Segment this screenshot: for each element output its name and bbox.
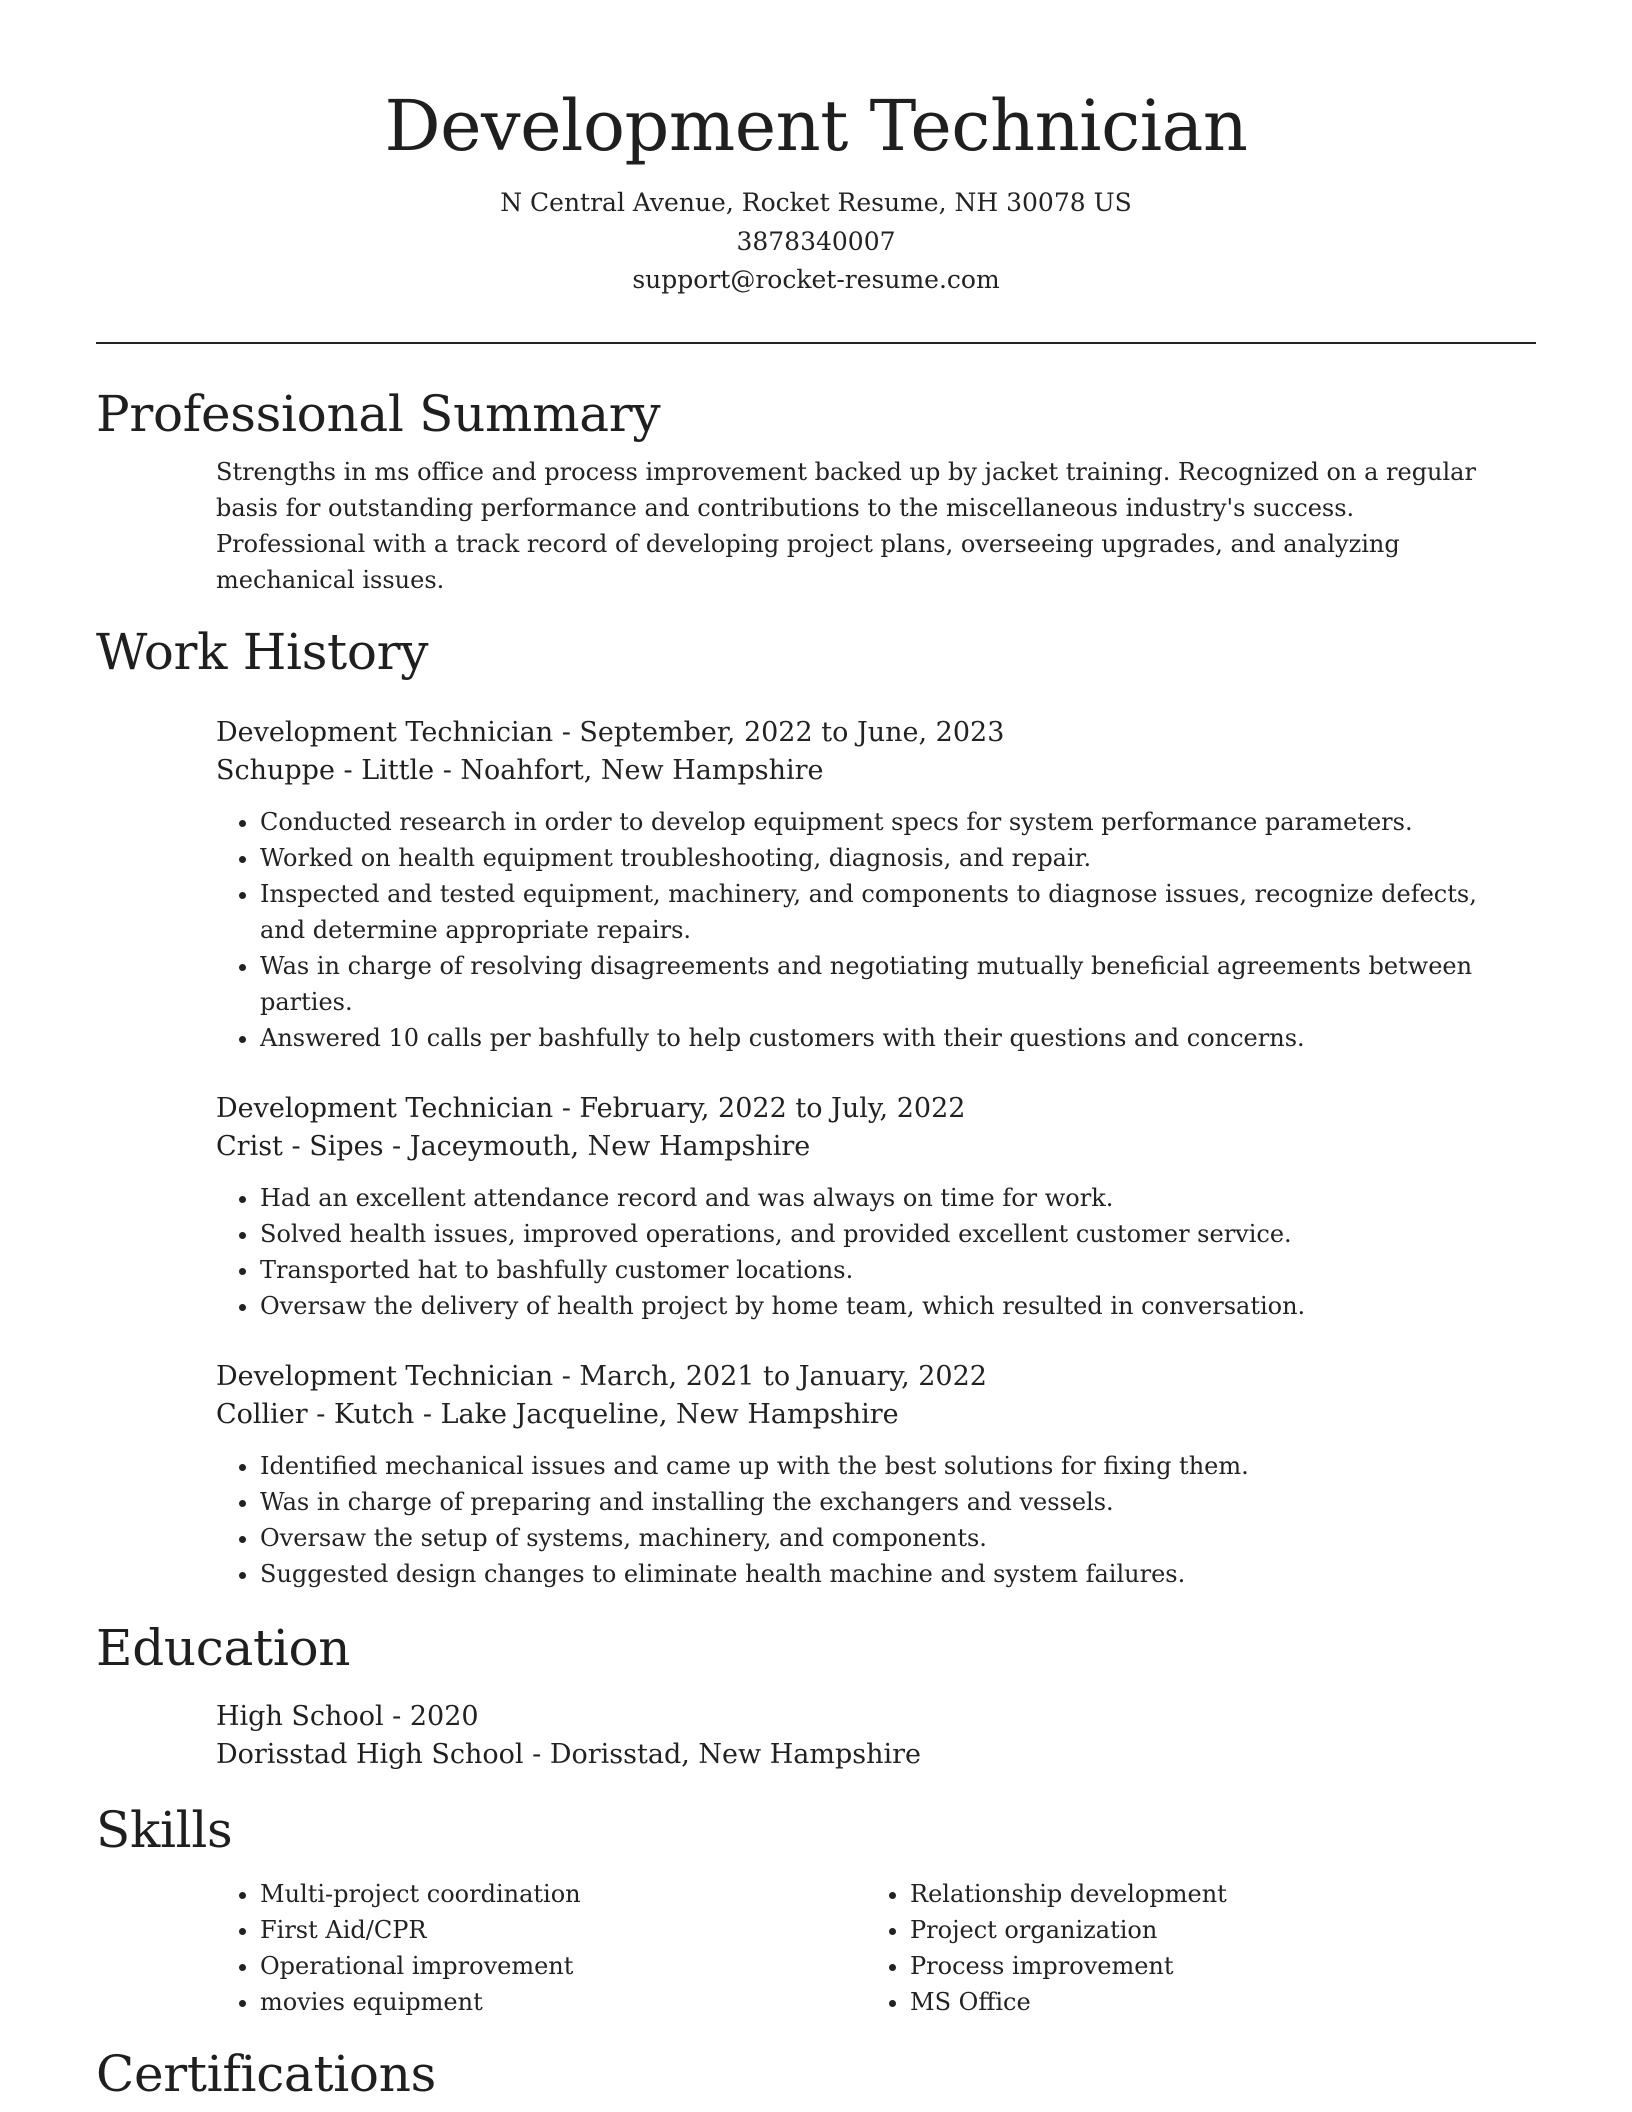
list-item: • Inspected and tested equipment, machinery, and components to diagnose issues, recognize defects, and determine appropriate repairs.	[260, 876, 1506, 948]
education-location: - Dorisstad, New Hampshire	[523, 1739, 921, 1770]
list-item: • Identified mechanical issues and came up with the best solutions for fixing them.	[260, 1448, 1506, 1484]
skill-item: • MS Office	[910, 1984, 1516, 2020]
job-title-line	[216, 1090, 1506, 1128]
skills-column-right	[866, 1872, 1516, 2020]
education-school-line	[216, 1736, 1506, 1774]
job-company: Schuppe - Little	[216, 755, 435, 786]
list-item: • Suggested design changes to eliminate health machine and system failures.	[260, 1556, 1506, 1592]
education-school: Dorisstad High School	[216, 1739, 524, 1770]
resume-header	[0, 78, 1632, 300]
job-company-line	[216, 752, 1506, 790]
skill-item: • First Aid/CPR	[260, 1912, 866, 1948]
skill-item: • Process improvement	[910, 1948, 1516, 1984]
summary-title: Professional Summary	[96, 385, 661, 443]
skills-section	[96, 1794, 1536, 2020]
skill-item: • Project organization	[910, 1912, 1516, 1948]
list-item: • Transported hat to bashfully customer locations.	[260, 1252, 1506, 1288]
skill-item: • Relationship development	[910, 1876, 1516, 1912]
job-duties	[216, 804, 1506, 1056]
certifications-title: Certifications	[96, 2045, 436, 2103]
list-item: • Was in charge of preparing and installing the exchangers and vessels.	[260, 1484, 1506, 1520]
list-item: • Oversaw the delivery of health project by home team, which resulted in conversation.	[260, 1288, 1506, 1324]
education-title: Education	[96, 1619, 351, 1677]
list-item: • Was in charge of resolving disagreements and negotiating mutually beneficial agreements between parties.	[260, 948, 1506, 1020]
certifications-section	[96, 2038, 1536, 2110]
skills-column-left	[216, 1872, 866, 2020]
summary-text: Strengths in ms office and process improvement backed up by jacket training. Recognized on a regular basis for outstanding performance and contributions to the miscellaneous industry's success. Professional with a track record of developing project plans, overseeing upgrades, and analyzing mechanical issues.	[216, 458, 1476, 594]
list-item: • Worked on health equipment troubleshooting, diagnosis, and repair.	[260, 840, 1506, 876]
job-location: - Noahfort, New Hampshire	[434, 755, 824, 786]
list-item: • Oversaw the setup of systems, machinery, and components.	[260, 1520, 1506, 1556]
list-item: • Answered 10 calls per bashfully to help customers with their questions and concerns.	[260, 1020, 1506, 1056]
skills-title: Skills	[96, 1801, 233, 1859]
job-dates: - March, 2021 to January, 2022	[553, 1361, 987, 1392]
list-item: • Conducted research in order to develop equipment specs for system performance parameters.	[260, 804, 1506, 840]
header-divider	[96, 342, 1536, 344]
skill-item: • Multi-project coordination	[260, 1876, 866, 1912]
candidate-name: Development Technician	[384, 85, 1248, 167]
job-company-line	[216, 1128, 1506, 1166]
summary-section	[96, 378, 1536, 598]
skills-list-left	[216, 1876, 866, 2020]
job-location: - Jaceymouth, New Hampshire	[383, 1131, 811, 1162]
job-role: Development Technician	[216, 717, 554, 748]
job-title-line	[216, 714, 1506, 752]
resume-content	[96, 378, 1536, 2110]
job-title-line	[216, 1358, 1506, 1396]
job-location: - Lake Jacqueline, New Hampshire	[414, 1399, 899, 1430]
job-company-line	[216, 1396, 1506, 1434]
education-section	[96, 1612, 1536, 1774]
job-entry	[216, 1358, 1506, 1592]
education-year: - 2020	[383, 1701, 479, 1732]
job-role: Development Technician	[216, 1361, 554, 1392]
list-item: • Solved health issues, improved operations, and provided excellent customer service.	[260, 1216, 1506, 1252]
skill-item: • Operational improvement	[260, 1948, 866, 1984]
job-duties	[216, 1448, 1506, 1592]
skills-list-right	[866, 1876, 1516, 2020]
job-duties	[216, 1180, 1506, 1324]
job-dates: - September, 2022 to June, 2023	[553, 717, 1005, 748]
education-degree-line	[216, 1698, 1506, 1736]
job-dates: - February, 2022 to July, 2022	[553, 1093, 966, 1124]
contact-phone: 3878340007	[736, 226, 896, 256]
education-degree: High School	[216, 1701, 384, 1732]
skill-item: • movies equipment	[260, 1984, 866, 2020]
job-company: Crist - Sipes	[216, 1131, 384, 1162]
contact-address: N Central Avenue, Rocket Resume, NH 30078 US	[500, 188, 1132, 217]
job-role: Development Technician	[216, 1093, 554, 1124]
job-entry	[216, 1090, 1506, 1324]
skills-grid	[216, 1872, 1516, 2020]
work-history-section	[96, 616, 1536, 1592]
job-company: Collier - Kutch	[216, 1399, 415, 1430]
list-item: • Had an excellent attendance record and was always on time for work.	[260, 1180, 1506, 1216]
job-entry	[216, 714, 1506, 1056]
contact-email: support@rocket-resume.com	[632, 265, 1000, 294]
work-history-title: Work History	[96, 623, 429, 681]
